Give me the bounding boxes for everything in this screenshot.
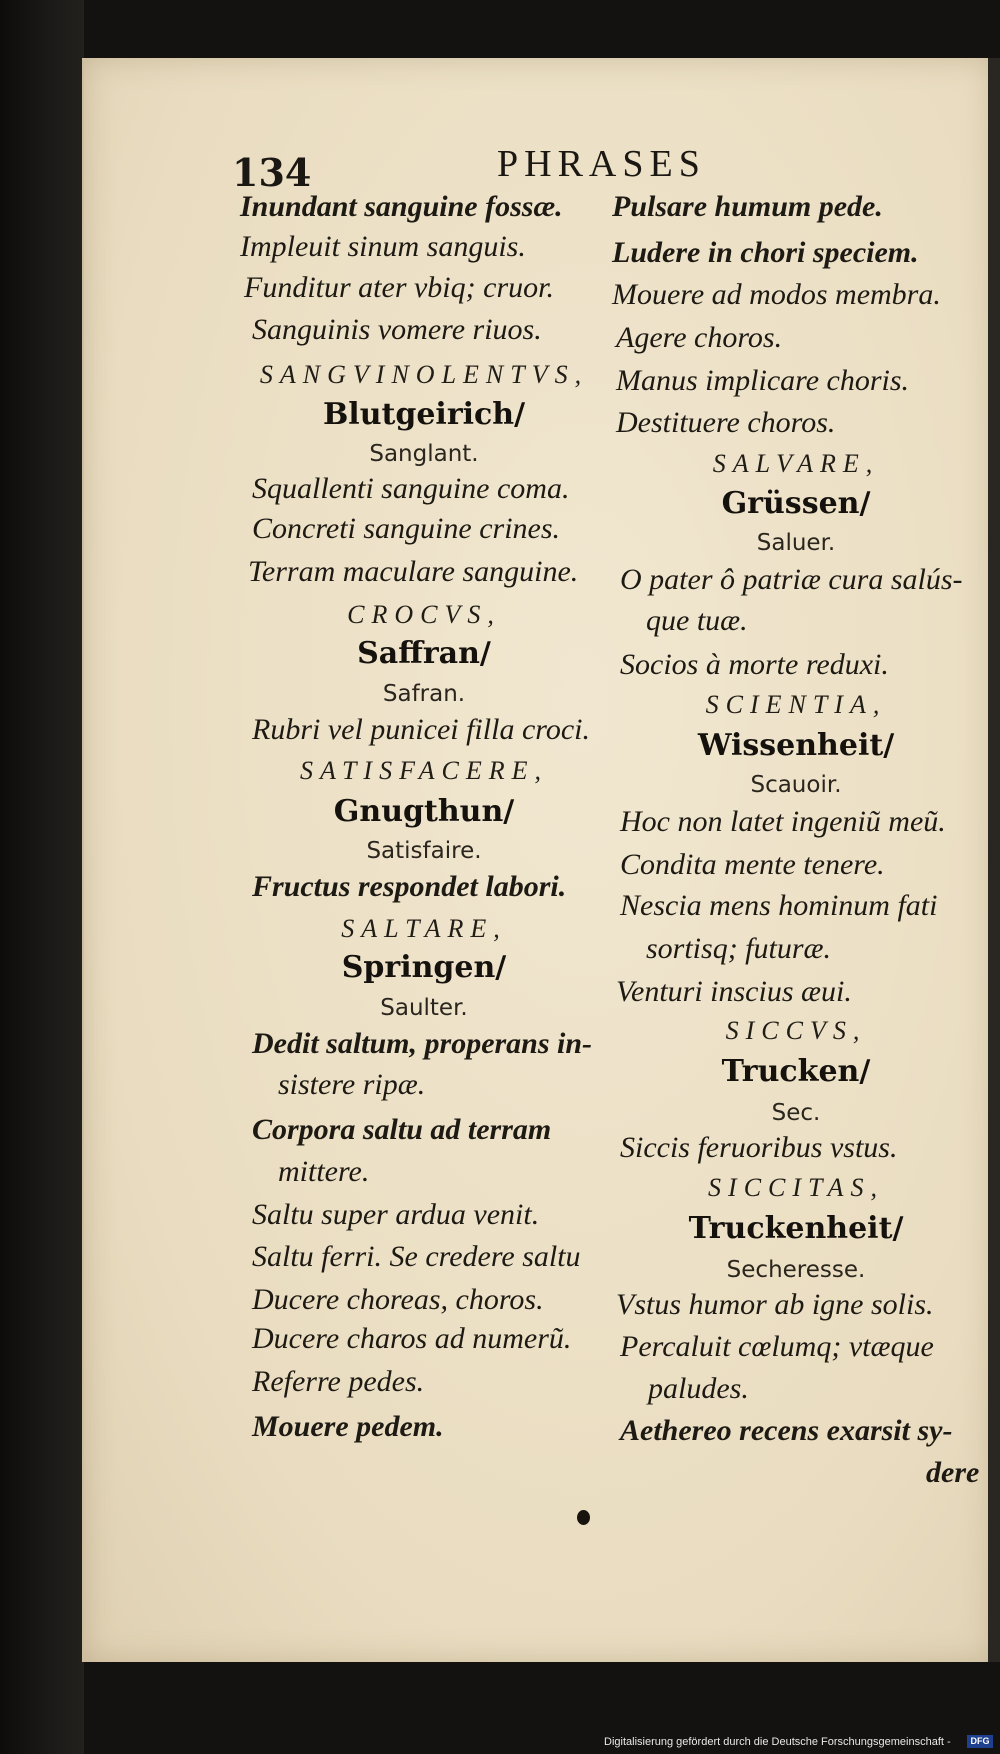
headword-german: Trucken/ [721, 1054, 871, 1089]
page-number: 134 [232, 150, 312, 195]
phrase-line: Saltu super ardua venit. [252, 1198, 540, 1231]
dfg-logo: DFG [967, 1735, 993, 1748]
headword-latin: SATISFACERE, [300, 756, 548, 785]
phrase-line: Pulsare humum pede. [612, 190, 883, 223]
phrase-line: Socios à morte reduxi. [620, 648, 889, 681]
phrase-line: Siccis feruoribus vstus. [620, 1131, 898, 1164]
phrase-line: Referre pedes. [252, 1365, 425, 1398]
page-edge [988, 58, 1000, 1662]
headword-french: Secheresse. [726, 1257, 866, 1283]
phrase-line: que tuæ. [646, 604, 748, 637]
headword-french: Saulter. [380, 995, 468, 1021]
phrase-line: Impleuit sinum sanguis. [240, 230, 526, 263]
phrase-line: Concreti sanguine crines. [252, 512, 561, 545]
headword-french: Satisfaire. [366, 838, 482, 864]
phrase-line: Dedit saltum, properans in- [252, 1027, 593, 1060]
headword-french: Saluer. [756, 530, 836, 556]
headword-latin: SALVARE, [712, 449, 880, 478]
headword-latin: CROCVS, [347, 600, 501, 629]
phrase-line: mittere. [278, 1155, 370, 1188]
phrase-line: Sanguinis vomere riuos. [252, 313, 542, 346]
headword-latin: SALTARE, [341, 914, 507, 943]
phrase-line: Corpora saltu ad terram [252, 1113, 552, 1146]
headword-french: Safran. [382, 681, 466, 707]
headword-latin: SCIENTIA, [705, 690, 887, 719]
book-gutter [0, 0, 84, 1754]
headword-german: Truckenheit/ [688, 1211, 904, 1246]
headword-french: Sanglant. [369, 441, 479, 467]
headword-german: Saffran/ [357, 636, 491, 671]
phrase-line: Destituere choros. [616, 406, 836, 439]
phrase-line: sortisq; futuræ. [646, 932, 832, 965]
headword-french: Sec. [771, 1100, 821, 1126]
ink-dot [577, 1510, 590, 1525]
phrase-line: Nescia mens hominum fati [620, 889, 938, 922]
phrase-line: Ducere charos ad numerũ. [252, 1322, 572, 1355]
phrase-line: Hoc non latet ingeniũ meũ. [620, 805, 946, 838]
phrase-line: Mouere pedem. [252, 1410, 444, 1443]
phrase-line: Ludere in chori speciem. [612, 236, 919, 269]
phrase-line: Mouere ad modos membra. [612, 278, 941, 311]
headword-german: Gnugthun/ [333, 794, 515, 829]
phrase-line: Rubri vel punicei filla croci. [252, 713, 590, 746]
phrase-line: Percaluit cœlumq; vtæque [620, 1330, 934, 1363]
phrase-line: Saltu ferri. Se credere saltu [252, 1240, 581, 1273]
headword-latin: SICCITAS, [708, 1173, 884, 1202]
phrase-line: Ducere choreas, choros. [252, 1283, 544, 1316]
phrase-line: paludes. [648, 1372, 749, 1405]
phrase-line: Vstus humor ab igne solis. [616, 1288, 934, 1321]
running-title: PHRASES [497, 143, 706, 185]
phrase-line: Condita mente tenere. [620, 848, 885, 881]
phrase-line: Manus implicare choris. [616, 364, 910, 397]
phrase-line: Inundant sanguine fossæ. [240, 190, 563, 223]
phrase-line: Agere choros. [616, 321, 783, 354]
phrase-line: Fructus respondet labori. [252, 870, 567, 903]
headword-german: Springen/ [341, 950, 507, 985]
phrase-line: O pater ô patriæ cura salús- [620, 563, 963, 596]
headword-german: Wissenheit/ [697, 728, 895, 763]
digitization-footer: Digitalisierung gefördert durch die Deutsche Forschungsgemeinschaft - [604, 1736, 951, 1748]
headword-french: Scauoir. [750, 772, 842, 798]
phrase-line: Aethereo recens exarsit sy- [620, 1414, 953, 1447]
phrase-line: Terram maculare sanguine. [248, 555, 579, 588]
headword-german: Blutgeirich/ [322, 397, 526, 432]
phrase-line: sistere ripæ. [278, 1068, 426, 1101]
phrase-line: Squallenti sanguine coma. [252, 472, 570, 505]
headword-latin: SANGVINOLENTVS, [259, 360, 589, 389]
phrase-line: Venturi inscius æui. [616, 975, 852, 1008]
headword-german: Grüssen/ [721, 486, 871, 521]
phrase-line: dere [926, 1456, 980, 1489]
headword-latin: SICCVS, [725, 1016, 867, 1045]
phrase-line: Funditur ater vbiq; cruor. [244, 271, 554, 304]
